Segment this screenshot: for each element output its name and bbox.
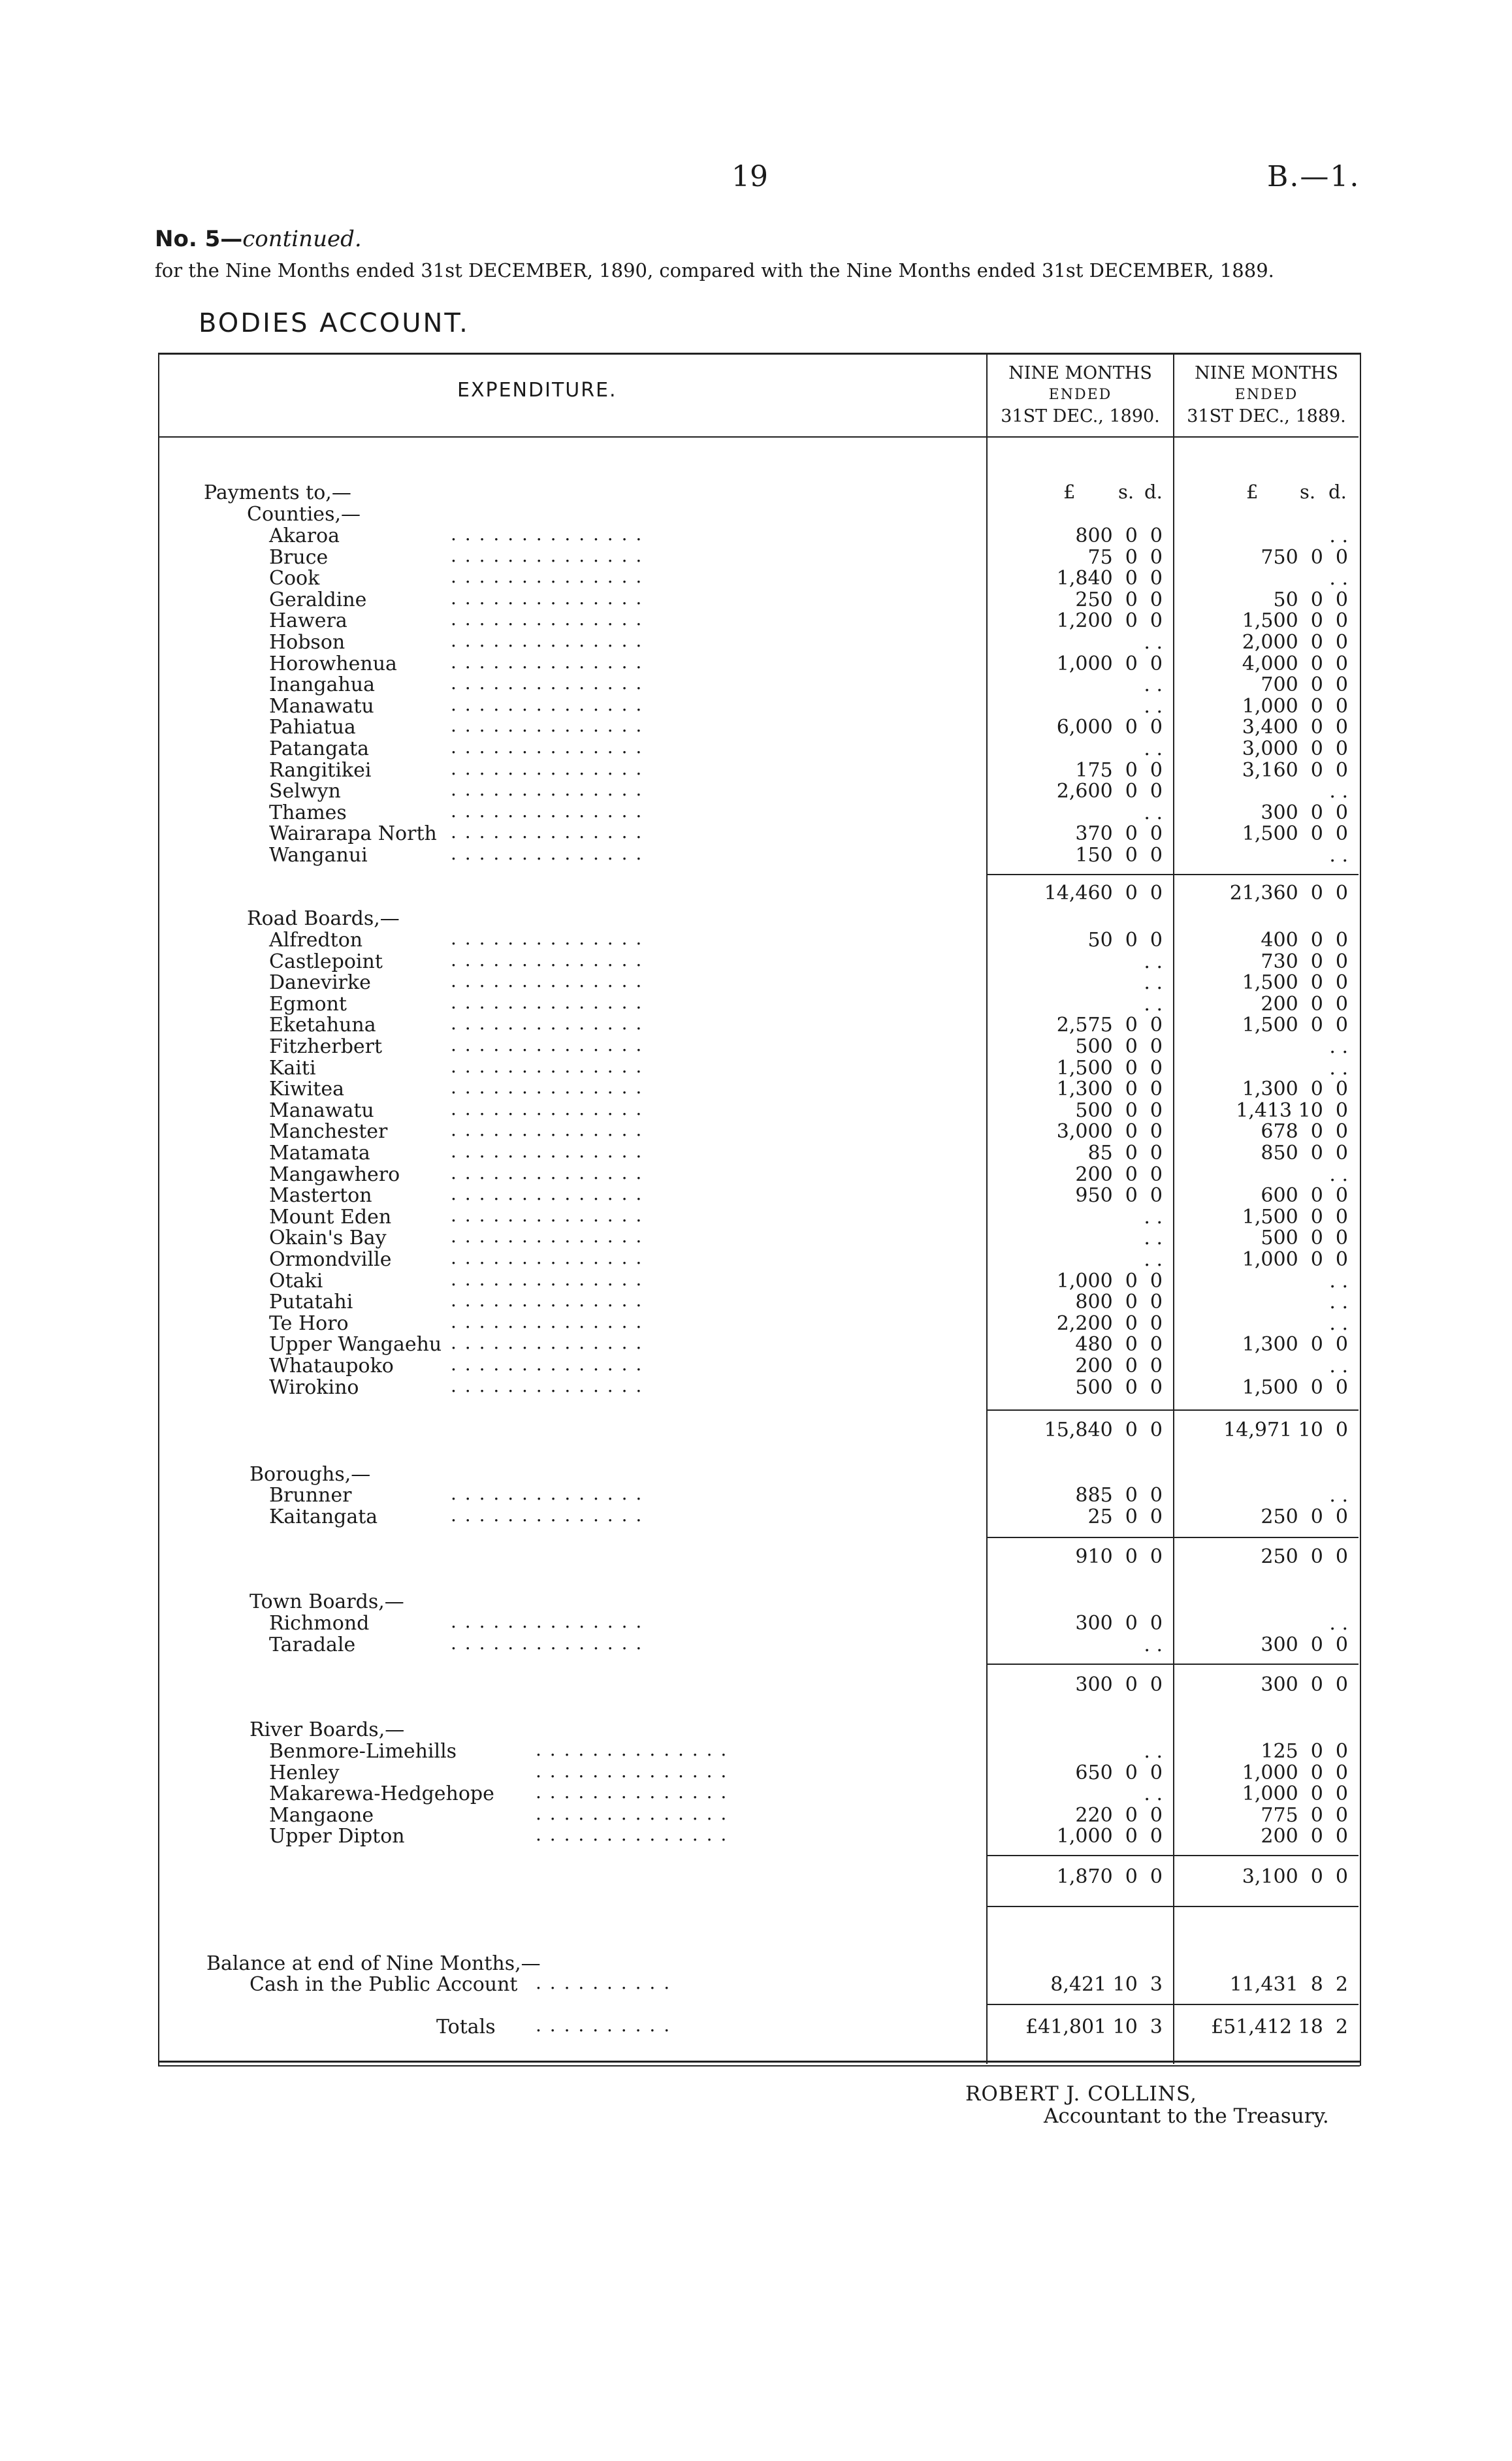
- road-boards-1889-value: 200 0 0: [1261, 992, 1348, 1016]
- leader-dots: . . . . . . . . . . . . . .: [451, 948, 643, 971]
- payments-to-heading: Payments to,—: [204, 481, 351, 504]
- totals-1890-value: £41,801 10 3: [1025, 2016, 1163, 2038]
- river-boards-name: Henley: [269, 1761, 340, 1784]
- leader-dots: . . . . . . . . . . . . . .: [451, 630, 643, 651]
- subtotal-rule: [988, 1537, 1173, 1538]
- counties-1890-value: . .: [1144, 694, 1163, 718]
- road-boards-1889-value: 400 0 0: [1261, 929, 1348, 952]
- town-boards-1889-value: 300 0 0: [1261, 1633, 1348, 1656]
- counties-1889-value: 50 0 0: [1273, 588, 1348, 611]
- counties-name: Wanganui: [269, 844, 368, 867]
- leader-dots: . . . . . . . . . . . . . .: [451, 779, 643, 801]
- river-boards-heading: River Boards,—: [249, 1718, 405, 1741]
- leader-dots: . . . . . . . . . . . . . .: [451, 1483, 643, 1504]
- road-boards-heading: Road Boards,—: [247, 907, 400, 930]
- counties-name: Rangitikei: [269, 758, 372, 782]
- river-boards-name: Benmore-Limehills: [269, 1740, 457, 1763]
- road-boards-1889-value: 1,300 0 0: [1242, 1333, 1348, 1357]
- subtotal-rule: [988, 1409, 1173, 1411]
- unit-d-1890: d.: [1144, 481, 1163, 503]
- continued-label: continued.: [242, 226, 362, 252]
- unit-pound-1889: £: [1246, 481, 1259, 503]
- leader-dots: . . . . . . . . . . . . . .: [451, 1161, 643, 1183]
- counties-1889-value: 1,000 0 0: [1242, 694, 1348, 718]
- subtotal-rule: [988, 1664, 1173, 1665]
- leader-dots: . . . . . . . . . . . . . .: [451, 523, 643, 545]
- leader-dots: . . . . . . . . . . . . . .: [536, 1824, 728, 1846]
- counties-name: Wairarapa North: [269, 822, 437, 846]
- table-number-text: No. 5—: [155, 226, 243, 252]
- road-boards-1890-value: 500 0 0: [1075, 1099, 1163, 1122]
- subtotal-rule: [988, 1855, 1173, 1856]
- town-boards-heading: Town Boards,—: [249, 1590, 404, 1613]
- col-1890-line2: ENDED: [1048, 387, 1112, 403]
- counties-name: Patangata: [269, 737, 370, 760]
- boroughs-1889-value: 250 0 0: [1261, 1505, 1348, 1528]
- counties-name: Selwyn: [269, 780, 341, 803]
- leader-dots: . . . . . . . . . . . . . .: [536, 1739, 728, 1760]
- road-boards-1890-value: . .: [1144, 1205, 1163, 1229]
- road-boards-1889-value: . .: [1329, 1355, 1348, 1377]
- subtotal-rule: [1174, 1664, 1359, 1665]
- counties-1890-value: . .: [1144, 801, 1163, 824]
- road-boards-name: Masterton: [269, 1184, 372, 1208]
- counties-1890-value: . .: [1144, 631, 1163, 654]
- road-boards-name: Okain's Bay: [269, 1227, 387, 1250]
- river-boards-name: Makarewa-Hedgehope: [269, 1782, 494, 1806]
- leader-dots: . . . . . . . . . . . . . .: [451, 1140, 643, 1162]
- leader-dots: . . . . . . . . . . . . . .: [451, 1183, 643, 1205]
- counties-1890-value: 175 0 0: [1075, 758, 1163, 782]
- road-boards-1890-value: 200 0 0: [1075, 1355, 1163, 1377]
- leader-dots: . . . . . . . . . . . . . .: [451, 608, 643, 630]
- leader-dots: . . . . . . . . . . . . . .: [451, 843, 643, 864]
- road-boards-name: Whataupoko: [269, 1355, 394, 1377]
- road-boards-name: Danevirke: [269, 971, 371, 995]
- counties-1890-value: 1,840 0 0: [1056, 567, 1163, 590]
- road-boards-1889-value: 850 0 0: [1261, 1142, 1348, 1165]
- page-subtitle: for the Nine Months ended 31st DECEMBER, 1890, compared with the Nine Months ended 31st DECEMBER, 1889.: [155, 259, 1274, 281]
- unit-d-1889: d.: [1328, 481, 1347, 503]
- counties-1889-value: 700 0 0: [1261, 673, 1348, 697]
- leader-dots: . . . . . . . . . . . . . .: [451, 1632, 643, 1654]
- column-divider-2: [1173, 353, 1174, 2064]
- leader-dots: . . . . . . . . . . . . . .: [451, 1076, 643, 1099]
- road-boards-name: Te Horo: [269, 1311, 349, 1335]
- road-boards-1889-value: . .: [1329, 1269, 1348, 1293]
- counties-name: Manawatu: [269, 694, 374, 718]
- bottom-rule: [158, 2061, 1360, 2063]
- road-boards-name: Putatahi: [269, 1291, 353, 1314]
- road-boards-1890-value: 2,200 0 0: [1056, 1311, 1163, 1335]
- header-rule: [158, 436, 1359, 438]
- road-boards-1889-value: . .: [1329, 1291, 1348, 1314]
- counties-name: Inangahua: [269, 673, 375, 697]
- counties-name: Geraldine: [269, 588, 367, 611]
- road-boards-1890-value: 1,500 0 0: [1056, 1056, 1163, 1080]
- road-boards-1889-value: . .: [1329, 1056, 1348, 1080]
- expenditure-header: EXPENDITURE.: [457, 379, 617, 402]
- table-number: [155, 226, 362, 252]
- counties-1890-value: 800 0 0: [1075, 524, 1163, 547]
- counties-1890-value: . .: [1144, 673, 1163, 697]
- road-boards-name: Kaiti: [269, 1056, 316, 1080]
- leader-dots: . . . . . . . . . . . . . .: [536, 1781, 728, 1803]
- road-boards-1890-value: . .: [1144, 1227, 1163, 1250]
- unit-s-1890: s.: [1118, 481, 1134, 503]
- road-boards-1890-value: 3,000 0 0: [1056, 1120, 1163, 1144]
- counties-1889-value: . .: [1329, 567, 1348, 590]
- column-divider-1: [986, 353, 988, 2064]
- road-boards-name: Manchester: [269, 1120, 388, 1144]
- road-boards-name: Matamata: [269, 1142, 370, 1165]
- page-number: 19: [732, 160, 768, 193]
- road-boards-name: Fitzherbert: [269, 1035, 383, 1058]
- subtotal-rule: [988, 874, 1173, 875]
- river-boards-1890-value: . .: [1144, 1740, 1163, 1763]
- counties-heading: Counties,—: [247, 503, 361, 526]
- river-boards-1889-value: 125 0 0: [1261, 1740, 1348, 1763]
- counties-1890-value: 6,000 0 0: [1056, 716, 1163, 739]
- signer-title: Accountant to the Treasury.: [1044, 2104, 1329, 2128]
- leader-dots: . . . . . . . . . . . . . .: [536, 1760, 728, 1782]
- road-boards-1890-value: 1,300 0 0: [1056, 1078, 1163, 1101]
- road-boards-1889-value: 1,413 10 0: [1236, 1099, 1348, 1122]
- subtotal-rule: [1174, 1855, 1359, 1856]
- river-boards-1889-value: 775 0 0: [1261, 1803, 1348, 1827]
- subtotal-1889: 300 0 0: [1261, 1673, 1348, 1696]
- counties-1889-value: 1,500 0 0: [1242, 822, 1348, 846]
- leader-dots: . . . . . . . . . . . . . .: [451, 544, 643, 566]
- leader-dots: . . . . . . . . . . . . . .: [451, 1611, 643, 1632]
- counties-name: Pahiatua: [269, 716, 356, 739]
- road-boards-1890-value: 950 0 0: [1075, 1184, 1163, 1208]
- boroughs-name: Brunner: [269, 1484, 352, 1507]
- road-boards-name: Egmont: [269, 992, 347, 1016]
- leader-dots: . . . . . . . . . . . . . .: [451, 757, 643, 779]
- counties-1889-value: 1,500 0 0: [1242, 609, 1348, 633]
- road-boards-1889-value: 1,500 0 0: [1242, 971, 1348, 995]
- leader-dots: . . . . . . . . . . . . . .: [451, 1012, 643, 1035]
- leader-dots: . . . . . . . . . . . . . .: [451, 1097, 643, 1119]
- leader-dots: . . . . . . . . . . . . . .: [451, 927, 643, 949]
- road-boards-1889-value: 500 0 0: [1261, 1227, 1348, 1250]
- col-1890-header: [989, 362, 1172, 427]
- river-boards-1889-value: 1,000 0 0: [1242, 1782, 1348, 1806]
- leader-dots: . . . . . . . . . . . . . .: [451, 1353, 643, 1375]
- balance-rule: [988, 1906, 1173, 1907]
- road-boards-1890-value: 800 0 0: [1075, 1291, 1163, 1314]
- counties-1890-value: . .: [1144, 737, 1163, 760]
- town-boards-name: Taradale: [269, 1633, 356, 1656]
- balance-1889-value: 11,431 8 2: [1229, 1973, 1348, 1996]
- counties-1890-value: 75 0 0: [1087, 545, 1163, 569]
- leader-dots: . . . . . . . . . . . . . .: [451, 799, 643, 822]
- leader-dots: . . . . . . . . . . . . . .: [451, 1332, 643, 1354]
- road-boards-name: Castlepoint: [269, 950, 383, 973]
- road-boards-1889-value: 678 0 0: [1261, 1120, 1348, 1144]
- counties-1889-value: 2,000 0 0: [1242, 631, 1348, 654]
- counties-1889-value: 3,400 0 0: [1242, 716, 1348, 739]
- road-boards-1890-value: . .: [1144, 1248, 1163, 1271]
- leader-dots: . . . . . . . . . . . . . .: [451, 970, 643, 992]
- counties-name: Cook: [269, 567, 320, 590]
- leader-dots: . . . . . . . . . . . . . .: [451, 1504, 643, 1526]
- col-1889-line3: 31ST DEC., 1889.: [1187, 406, 1346, 426]
- leader-dots: . . . . . . . . . . . . . .: [451, 1034, 643, 1055]
- counties-1890-value: 1,200 0 0: [1056, 609, 1163, 633]
- counties-name: Horowhenua: [269, 652, 397, 675]
- col-1889-header: [1176, 362, 1357, 427]
- road-boards-1890-value: . .: [1144, 971, 1163, 995]
- unit-pound-1890: £: [1063, 481, 1076, 503]
- road-boards-name: Eketahuna: [269, 1014, 376, 1037]
- subtotal-1890: 910 0 0: [1075, 1545, 1163, 1568]
- counties-1889-value: . .: [1329, 524, 1348, 547]
- river-boards-name: Mangaone: [269, 1803, 374, 1827]
- leader-dots: . . . . . . . . . . . . . .: [451, 991, 643, 1013]
- road-boards-1890-value: 200 0 0: [1075, 1163, 1163, 1186]
- bottom-rule-2: [158, 2065, 1360, 2067]
- counties-name: Hobson: [269, 631, 346, 654]
- road-boards-1889-value: . .: [1329, 1035, 1348, 1058]
- road-boards-1889-value: 730 0 0: [1261, 950, 1348, 973]
- counties-1890-value: 250 0 0: [1075, 588, 1163, 611]
- account-title: BODIES ACCOUNT.: [199, 308, 470, 338]
- road-boards-1890-value: 1,000 0 0: [1056, 1269, 1163, 1293]
- river-boards-1890-value: 650 0 0: [1075, 1761, 1163, 1784]
- counties-1890-value: 150 0 0: [1075, 844, 1163, 867]
- leader-dots: . . . . . . . . . . . . . .: [451, 1119, 643, 1141]
- subtotal-1890: 300 0 0: [1075, 1673, 1163, 1696]
- leader-dots: . . . . . . . . . . . . . .: [451, 693, 643, 715]
- subtotal-1889: 250 0 0: [1261, 1545, 1348, 1568]
- road-boards-name: Mangawhero: [269, 1163, 400, 1186]
- counties-1889-value: . .: [1329, 780, 1348, 803]
- road-boards-name: Otaki: [269, 1269, 323, 1293]
- leader-dots: . . . . . . . . . . . . . .: [451, 1055, 643, 1077]
- road-boards-name: Ormondville: [269, 1248, 392, 1271]
- leader-dots: . . . . . . . . . . . . . .: [451, 672, 643, 694]
- town-boards-1889-value: . .: [1329, 1612, 1348, 1635]
- col-1890-line1: NINE MONTHS: [1008, 363, 1152, 383]
- leader-dots: . . . . . . . . . . . . . .: [451, 1289, 643, 1311]
- counties-1889-value: 3,000 0 0: [1242, 737, 1348, 760]
- leader-dots: . . . . . . . . . . . . . .: [451, 587, 643, 609]
- road-boards-1890-value: 480 0 0: [1075, 1333, 1163, 1357]
- subtotal-1889: 3,100 0 0: [1242, 1865, 1348, 1888]
- subtotal-1889: 14,971 10 0: [1223, 1419, 1348, 1441]
- col-1889-line2: ENDED: [1234, 387, 1298, 403]
- river-boards-name: Upper Dipton: [269, 1825, 405, 1848]
- subtotal-rule: [1174, 1537, 1359, 1538]
- boroughs-1890-value: 885 0 0: [1075, 1484, 1163, 1507]
- signer-name: ROBERT J. COLLINS,: [965, 2082, 1197, 2106]
- col-1889-line1: NINE MONTHS: [1195, 363, 1338, 383]
- road-boards-1889-value: . .: [1329, 1163, 1348, 1186]
- road-boards-1890-value: 85 0 0: [1087, 1142, 1163, 1165]
- counties-1890-value: 1,000 0 0: [1056, 652, 1163, 675]
- counties-1889-value: 3,160 0 0: [1242, 758, 1348, 782]
- leader-dots: . . . . . . . . . . . . . .: [451, 1310, 643, 1332]
- river-boards-1890-value: . .: [1144, 1782, 1163, 1806]
- road-boards-1889-value: 1,500 0 0: [1242, 1375, 1348, 1399]
- leader-dots: . . . . . . . . . . . . . .: [451, 651, 643, 673]
- subtotal-rule: [1174, 1409, 1359, 1411]
- counties-name: Akaroa: [269, 524, 340, 547]
- counties-name: Hawera: [269, 609, 347, 633]
- river-boards-1889-value: 200 0 0: [1261, 1825, 1348, 1848]
- leader-dots: . . . . . . . . . . . . . .: [451, 736, 643, 758]
- leader-dots: . . . . . . . . . . . . . .: [451, 566, 643, 588]
- totals-1889-value: £51,412 18 2: [1211, 2016, 1348, 2038]
- balance-1890-value: 8,421 10 3: [1050, 1973, 1163, 1996]
- leader-dots: . . . . . . . . . .: [536, 2014, 671, 2036]
- road-boards-name: Manawatu: [269, 1099, 374, 1122]
- road-boards-name: Wirokino: [269, 1375, 359, 1399]
- town-boards-1890-value: . .: [1144, 1633, 1163, 1656]
- leader-dots: . . . . . . . . . . . . . .: [451, 821, 643, 843]
- boroughs-name: Kaitangata: [269, 1505, 378, 1528]
- counties-1889-value: 750 0 0: [1261, 545, 1348, 569]
- subtotal-1889: 21,360 0 0: [1229, 882, 1348, 905]
- river-boards-1890-value: 1,000 0 0: [1056, 1825, 1163, 1848]
- leader-dots: . . . . . . . . . . . . . .: [451, 1268, 643, 1290]
- balance-heading: Balance at end of Nine Months,—: [206, 1952, 541, 1975]
- town-boards-1890-value: 300 0 0: [1075, 1612, 1163, 1635]
- leader-dots: . . . . . . . . . . . . . .: [536, 1802, 728, 1824]
- road-boards-1889-value: 1,500 0 0: [1242, 1205, 1348, 1229]
- leader-dots: . . . . . . . . . . . . . .: [451, 715, 643, 737]
- road-boards-1890-value: . .: [1144, 950, 1163, 973]
- counties-1889-value: . .: [1329, 844, 1348, 867]
- subtotal-1890: 1,870 0 0: [1056, 1865, 1163, 1888]
- boroughs-1889-value: . .: [1329, 1484, 1348, 1507]
- leader-dots: . . . . . . . . . . . . . .: [451, 1247, 643, 1268]
- counties-1890-value: 2,600 0 0: [1056, 780, 1163, 803]
- subtotal-1890: 14,460 0 0: [1044, 882, 1163, 905]
- road-boards-1890-value: 500 0 0: [1075, 1035, 1163, 1058]
- unit-s-1889: s.: [1300, 481, 1316, 503]
- road-boards-name: Alfredton: [269, 929, 363, 952]
- road-boards-1889-value: . .: [1329, 1311, 1348, 1335]
- leader-dots: . . . . . . . . . . . . . .: [451, 1225, 643, 1247]
- road-boards-1889-value: 600 0 0: [1261, 1184, 1348, 1208]
- balance-rule: [1174, 1906, 1359, 1907]
- counties-1889-value: 300 0 0: [1261, 801, 1348, 824]
- road-boards-name: Kiwitea: [269, 1078, 344, 1101]
- counties-1889-value: 4,000 0 0: [1242, 652, 1348, 675]
- sheet-reference: B.—1.: [1267, 160, 1360, 193]
- road-boards-1890-value: 50 0 0: [1087, 929, 1163, 952]
- col-1890-line3: 31ST DEC., 1890.: [1001, 406, 1160, 426]
- leader-dots: . . . . . . . . . . . . . .: [451, 1204, 643, 1226]
- totals-label: Totals: [436, 2016, 496, 2038]
- road-boards-1889-value: 1,500 0 0: [1242, 1014, 1348, 1037]
- counties-1890-value: 370 0 0: [1075, 822, 1163, 846]
- road-boards-name: Mount Eden: [269, 1205, 392, 1229]
- road-boards-1889-value: 1,300 0 0: [1242, 1078, 1348, 1101]
- counties-name: Thames: [269, 801, 347, 824]
- subtotal-1890: 15,840 0 0: [1044, 1419, 1163, 1441]
- road-boards-1890-value: 2,575 0 0: [1056, 1014, 1163, 1037]
- road-boards-name: Upper Wangaehu: [269, 1333, 442, 1357]
- counties-name: Bruce: [269, 545, 329, 569]
- road-boards-1890-value: . .: [1144, 992, 1163, 1016]
- leader-dots: . . . . . . . . . . . . . .: [451, 1374, 643, 1396]
- boroughs-1890-value: 25 0 0: [1087, 1505, 1163, 1528]
- subtotal-rule: [1174, 874, 1359, 875]
- balance-label: Cash in the Public Account: [249, 1973, 518, 1996]
- river-boards-1890-value: 220 0 0: [1075, 1803, 1163, 1827]
- road-boards-1889-value: 1,000 0 0: [1242, 1248, 1348, 1271]
- road-boards-1890-value: 500 0 0: [1075, 1375, 1163, 1399]
- totals-rule: [988, 2004, 1359, 2005]
- boroughs-heading: Boroughs,—: [249, 1463, 371, 1486]
- town-boards-name: Richmond: [269, 1612, 370, 1635]
- leader-dots: . . . . . . . . . .: [536, 1972, 671, 1993]
- river-boards-1889-value: 1,000 0 0: [1242, 1761, 1348, 1784]
